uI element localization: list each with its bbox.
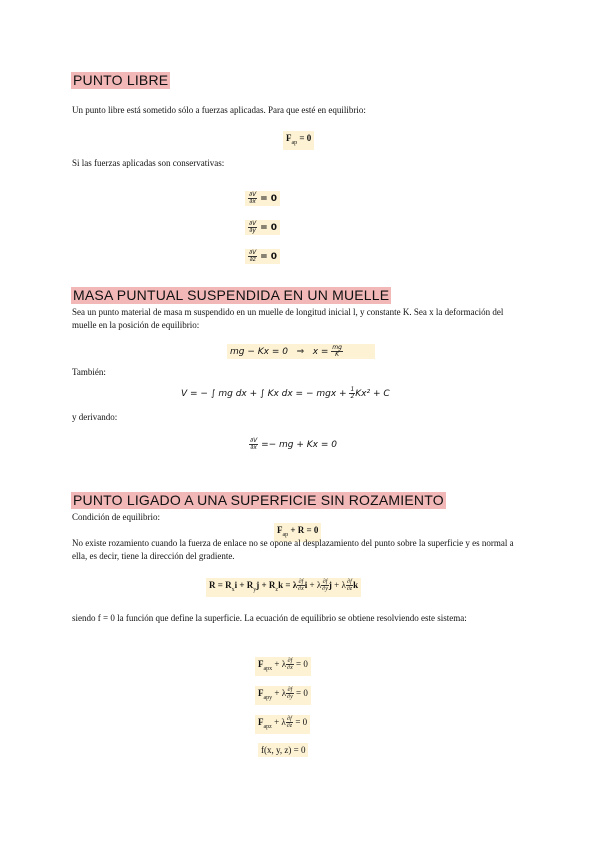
fraction bbox=[249, 438, 258, 451]
numerator: ∂f bbox=[347, 579, 352, 586]
numerator: ∂f bbox=[298, 579, 304, 586]
denominator: ∂z bbox=[346, 586, 353, 593]
numerator: ∂V bbox=[249, 191, 257, 198]
denominator: ∂x bbox=[287, 665, 293, 672]
eq-rhs: = 0 bbox=[260, 223, 278, 233]
paragraph: Si las fuerzas aplicadas son conservativas: bbox=[72, 158, 225, 168]
eq-rhs: + R = 0 bbox=[288, 525, 319, 535]
equation-reaction: $R = R_xi + R_yj + R_zk = \lambda$ $\frac{\partial f}{\partial x}$ i + λ $\frac{\partial f}{\partial y}$ j + λ $\frac{\partial f}{\partial z}$ k bbox=[206, 578, 361, 597]
denominator: ∂x bbox=[298, 586, 304, 593]
eq-rhs: = 0 bbox=[293, 688, 308, 698]
equation-equilibrium-spring bbox=[227, 344, 375, 359]
eq-rhs: = 0 bbox=[260, 194, 278, 204]
numerator: ∂f bbox=[287, 716, 292, 723]
eq-left: mg − Kx = 0 bbox=[230, 347, 288, 357]
eq-rhs: =− mg + Kx = 0 bbox=[261, 440, 337, 450]
paragraph: y derivando: bbox=[72, 412, 118, 422]
fraction bbox=[286, 658, 294, 671]
eq-symbol: F bbox=[286, 133, 292, 143]
denominator: ∂y bbox=[249, 227, 256, 234]
eq-rhs: = 0 bbox=[293, 659, 308, 669]
heading-punto-libre: PUNTO LIBRE bbox=[73, 72, 169, 88]
equation-potential bbox=[181, 387, 390, 400]
denominator: ∂x bbox=[250, 444, 257, 451]
fraction bbox=[248, 250, 257, 263]
fraction bbox=[297, 579, 305, 592]
denominator: ∂z bbox=[286, 723, 293, 730]
equation-surface: f(x, y, z) = 0 bbox=[258, 743, 308, 757]
eq-sub: apy bbox=[263, 694, 273, 701]
eq-sub: ap bbox=[282, 531, 289, 538]
eq-sub: ap bbox=[291, 139, 298, 146]
numerator: ∂f bbox=[287, 658, 293, 665]
paragraph: También: bbox=[72, 367, 106, 377]
equation-system-x: $F_{apx} + \lambda$ $\frac{\partial f}{\partial x}$ = 0 bbox=[255, 657, 311, 676]
eq-body: V = − ∫ mg dx + ∫ Kx dx = − mgx + bbox=[181, 389, 350, 399]
heading-masa-puntual: MASA PUNTUAL SUSPENDIDA EN UN MUELLE bbox=[73, 287, 390, 303]
denominator: ∂z bbox=[249, 256, 256, 263]
paragraph: Un punto libre está sometido sólo a fuerzas aplicadas. Para que esté en equilibrio: bbox=[72, 105, 366, 115]
paragraph: siendo f = 0 la función que define la superficie. La ecuación de equilibrio se obtiene resolviendo este sistema: bbox=[72, 613, 467, 623]
denominator: ∂y bbox=[322, 586, 328, 593]
denominator: ∂x bbox=[249, 198, 256, 205]
eq-rhs: = 0 bbox=[293, 717, 308, 727]
fraction bbox=[331, 345, 343, 358]
fraction bbox=[248, 221, 257, 234]
heading-punto-ligado: PUNTO LIGADO A UNA SUPERFICIE SIN ROZAMIENTO bbox=[73, 492, 444, 508]
implies-arrow: ⇒ bbox=[296, 347, 305, 357]
numerator: ∂V bbox=[249, 220, 257, 227]
numerator: ∂V bbox=[250, 437, 258, 444]
paragraph: Condición de equilibrio: bbox=[72, 512, 160, 522]
denominator: K bbox=[335, 351, 340, 358]
eq-tail: Kx² + C bbox=[355, 389, 390, 399]
numerator: 1 bbox=[350, 386, 355, 393]
numerator: ∂V bbox=[249, 249, 257, 256]
equation-fap bbox=[283, 131, 314, 150]
numerator: ∂f bbox=[287, 687, 293, 694]
equation-dvdx bbox=[245, 191, 280, 206]
eq-rhs: = 0 bbox=[297, 133, 312, 143]
vector-k: k bbox=[353, 580, 359, 590]
equation-derivative bbox=[249, 438, 337, 451]
eq-right: x = bbox=[312, 347, 332, 357]
eq-part: i + R bbox=[234, 580, 254, 590]
eq-part: k = λ bbox=[278, 580, 298, 590]
equation-system-z: $F_{apz} + \lambda$ $\frac{\partial f}{\partial z}$ = 0 bbox=[255, 715, 310, 734]
eq-symbol: F bbox=[277, 525, 283, 535]
vector-i: i bbox=[304, 580, 308, 590]
fraction bbox=[286, 716, 293, 729]
denominator: ∂y bbox=[287, 694, 293, 701]
eq-part: R = R bbox=[209, 580, 232, 590]
numerator: ∂f bbox=[322, 579, 328, 586]
eq-sub: apz bbox=[263, 723, 272, 730]
fraction bbox=[286, 687, 294, 700]
equation-system-y: $F_{apy} + \lambda$ $\frac{\partial f}{\partial y}$ = 0 bbox=[255, 686, 311, 705]
eq-sub: apx bbox=[263, 665, 273, 672]
vector-j: j bbox=[328, 580, 332, 590]
fraction bbox=[321, 579, 329, 592]
paragraph: No existe rozamiento cuando la fuerza de enlace no se opone al desplazamiento del punto sobre la superficie y es normal a ella, es decir, tiene la dirección del gradiente. bbox=[72, 538, 514, 561]
eq-part: j + R bbox=[256, 580, 276, 590]
equation-dvdy bbox=[245, 220, 280, 235]
paragraph: Sea un punto material de masa m suspendido en un muelle de longitud inicial l, y constante K. Sea x la deformación del muelle en la posición de equilibrio: bbox=[72, 307, 504, 330]
fraction bbox=[248, 192, 257, 205]
equation-dvdz bbox=[245, 249, 280, 264]
numerator: mg bbox=[332, 344, 342, 351]
eq-rhs: = 0 bbox=[260, 252, 278, 262]
denominator: 2 bbox=[350, 393, 355, 400]
